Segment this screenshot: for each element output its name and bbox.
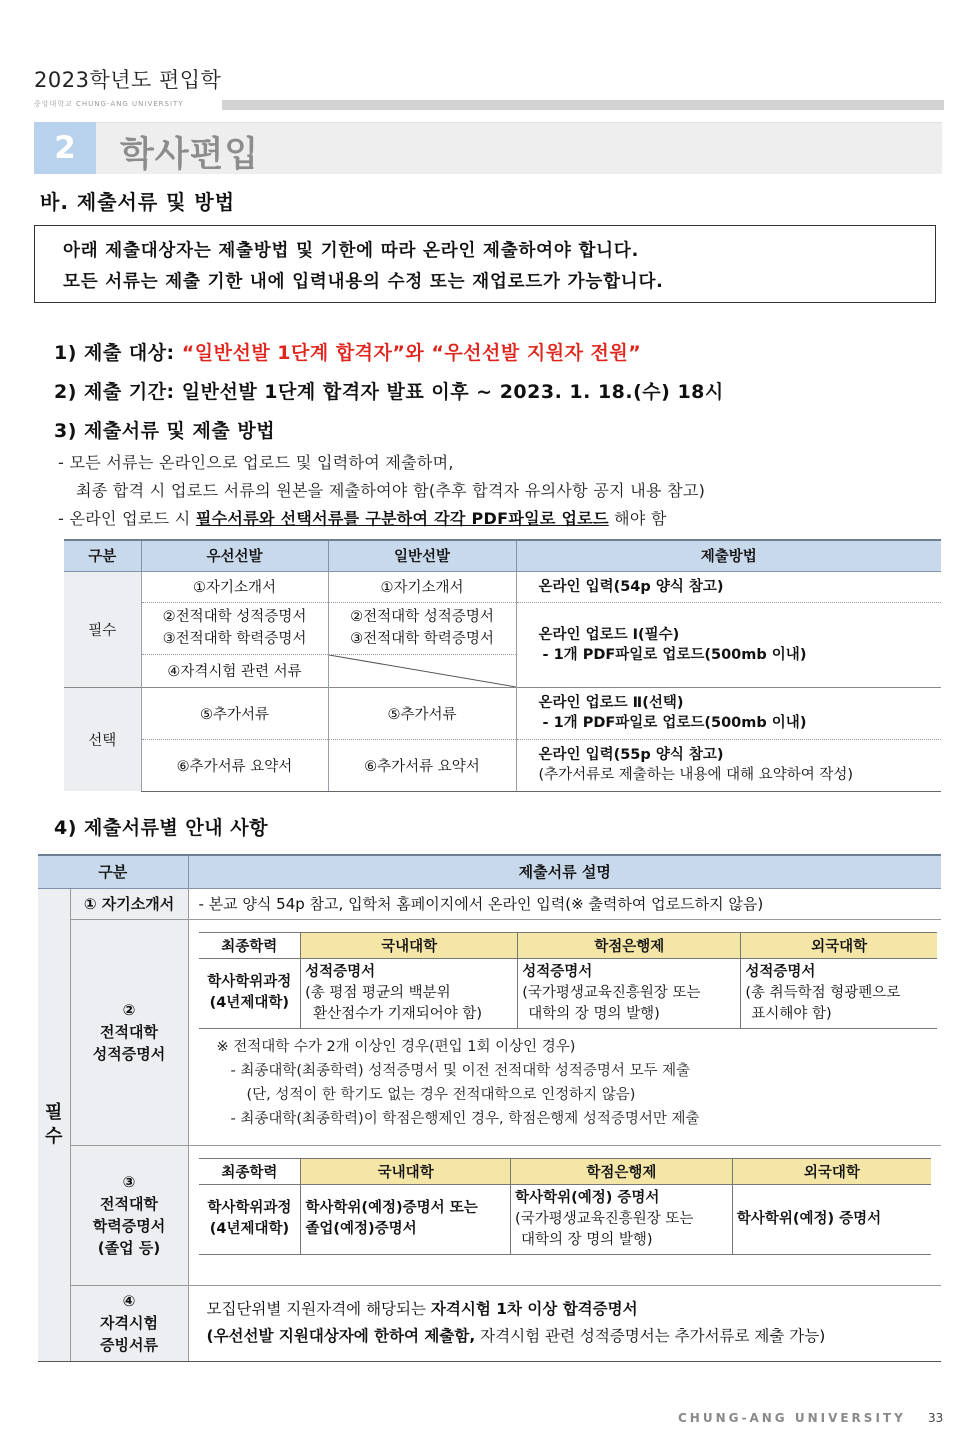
table-header: 제출방법: [516, 540, 941, 571]
header-rule: [222, 100, 944, 110]
table-cell: ②전적대학 성적증명서 ③전적대학 학력증명서: [328, 602, 516, 654]
label-self-intro: ① 자기소개서: [70, 888, 188, 919]
submission-target-value: “일반선발 1단계 합격자”와 “우선선발 지원자 전원”: [181, 342, 642, 364]
table-cell: ⑤추가서류: [328, 687, 516, 739]
diagonal-empty-cell: [328, 654, 516, 687]
desc-self-intro: - 본교 양식 54p 참고, 입학처 홈페이지에서 온라인 입력(※ 출력하여 업로드하지 않음): [188, 888, 941, 919]
inner-header: 외국대학: [741, 932, 937, 958]
submission-target: [54, 338, 641, 365]
desc-transcript: [188, 919, 941, 1145]
category-optional: 선택: [64, 687, 141, 791]
diagonal-line: [329, 655, 516, 687]
bullet-pdf-emphasis: 필수서류와 선택서류를 구분하여 각각 PDF파일로 업로드: [195, 509, 609, 528]
submission-method-table: [64, 539, 941, 792]
bullet-online-cont: 최종 합격 시 업로드 서류의 원본을 제출하여야 함(추후 합격자 유의사항 공지 내용 참고): [76, 481, 706, 500]
bullet-pdf: - 온라인 업로드 시 필수서류와 선택서류를 구분하여 각각 PDF파일로 업로드 해야 함: [58, 509, 667, 528]
desc-diploma: [188, 1145, 941, 1285]
section-title: 학사편입: [120, 135, 260, 175]
submission-target-label: 1) 제출 대상:: [54, 342, 182, 364]
table-header: 구분: [64, 540, 141, 571]
table-cell: ⑥추가서류 요약서: [328, 739, 516, 791]
footer-university: CHUNG-ANG UNIVERSITY: [678, 1411, 906, 1425]
inner-header: 국내대학: [301, 932, 518, 958]
diploma-inner-table: [199, 1158, 932, 1255]
table-cell: 온라인 입력(55p 양식 참고) (추가서류로 제출하는 내용에 대해 요약하여 작성): [516, 739, 941, 791]
table-cell: 온라인 업로드 Ⅱ(선택) - 1개 PDF파일로 업로드(500mb 이내): [516, 687, 941, 739]
inner-header: 외국대학: [732, 1158, 931, 1184]
notice-box: [34, 225, 936, 303]
inner-header: 학점은행제: [511, 1158, 733, 1184]
section-number: 2: [34, 122, 96, 174]
section4-title: 4) 제출서류별 안내 사항: [54, 817, 268, 839]
inner-cell: 성적증명서 (국가평생교육진흥원장 또는 대학의 장 명의 발행): [518, 958, 741, 1028]
label-diploma: ③ 전적대학 학력증명서 (졸업 등): [70, 1145, 188, 1285]
label-qualification: ④ 자격시험 증빙서류: [70, 1285, 188, 1361]
inner-cell: 성적증명서 (총 평점 평균의 백분위 환산점수가 기재되어야 함): [301, 958, 518, 1028]
bullet-online: - 모든 서류는 온라인으로 업로드 및 입력하여 제출하며,: [58, 453, 454, 472]
table-cell: ⑥추가서류 요약서: [141, 739, 328, 791]
document-guide-table: [38, 854, 941, 1362]
documents-title: 3) 제출서류 및 제출 방법: [54, 420, 276, 442]
inner-header: 국내대학: [301, 1158, 511, 1184]
table-cell: ①자기소개서: [141, 571, 328, 602]
notice-line: 모든 서류는 제출 기한 내에 입력내용의 수정 또는 재업로드가 가능합니다.: [63, 272, 664, 292]
inner-header: 최종학력: [199, 932, 301, 958]
inner-cell: 학사학위(예정) 증명서 (국가평생교육진흥원장 또는 대학의 장 명의 발행): [511, 1184, 733, 1254]
desc-qualification: 모집단위별 지원자격에 해당되는 자격시험 1차 이상 합격증명서 (우선선발 지원대상자에 한하여 제출함, 자격시험 관련 성적증명서는 추가서류로 제출 가능): [188, 1285, 941, 1361]
inner-header: 최종학력: [199, 1158, 301, 1184]
inner-cell: 학사학위(예정)증명서 또는 졸업(예정)증명서: [301, 1184, 511, 1254]
table-cell: 온라인 입력(54p 양식 참고): [516, 571, 941, 602]
table-cell: ④자격시험 관련 서류: [141, 654, 328, 687]
table-cell: ⑤추가서류: [141, 687, 328, 739]
label-transcript: ② 전적대학 성적증명서: [70, 919, 188, 1145]
inner-cell: 학사학위(예정) 증명서: [732, 1184, 931, 1254]
inner-row-head: 학사학위과정 (4년제대학): [199, 1184, 301, 1254]
submission-period: 2) 제출 기간: 일반선발 1단계 합격자 발표 이후 ~ 2023. 1. 18.(수) 18시: [54, 381, 724, 403]
inner-cell: 성적증명서 (총 취득학점 형광펜으로 표시해야 함): [741, 958, 937, 1028]
transcript-notes: ※ 전적대학 수가 2개 이상인 경우(편입 1회 이상인 경우) - 최종대학(최종학력) 성적증명서 및 이전 전적대학 성적증명서 모두 제출 (단, 성적이 한 학기도 없는 경우 전적대학으로 인정하지 않음) - 최종대학(최종학력)이 학점은행제인 경우, 학점은행제 성적증명서만 제출: [216, 1038, 700, 1127]
inner-row-head: 학사학위과정 (4년제대학): [199, 958, 301, 1028]
category-required: 필수: [64, 571, 141, 687]
sub-heading: 바. 제출서류 및 방법: [40, 190, 236, 214]
table-header: 구분: [38, 855, 188, 888]
table-cell: ②전적대학 성적증명서 ③전적대학 학력증명서: [141, 602, 328, 654]
table-cell: 온라인 업로드 Ⅰ(필수) - 1개 PDF파일로 업로드(500mb 이내): [516, 602, 941, 687]
notice-line: 아래 제출대상자는 제출방법 및 기한에 따라 온라인 제출하여야 합니다.: [63, 241, 640, 261]
university-logo-text: 중앙대학교 CHUNG-ANG UNIVERSITY: [34, 100, 184, 108]
inner-header: 학점은행제: [518, 932, 741, 958]
table-header: 제출서류 설명: [188, 855, 941, 888]
category-required-vertical: 필수: [38, 888, 70, 1361]
table-header: 일반선발: [328, 540, 516, 571]
transcript-inner-table: [199, 932, 938, 1029]
document-year-title: 2023학년도 편입학: [34, 68, 222, 92]
page-number: 33: [928, 1411, 944, 1425]
table-cell: ①자기소개서: [328, 571, 516, 602]
table-header: 우선선발: [141, 540, 328, 571]
